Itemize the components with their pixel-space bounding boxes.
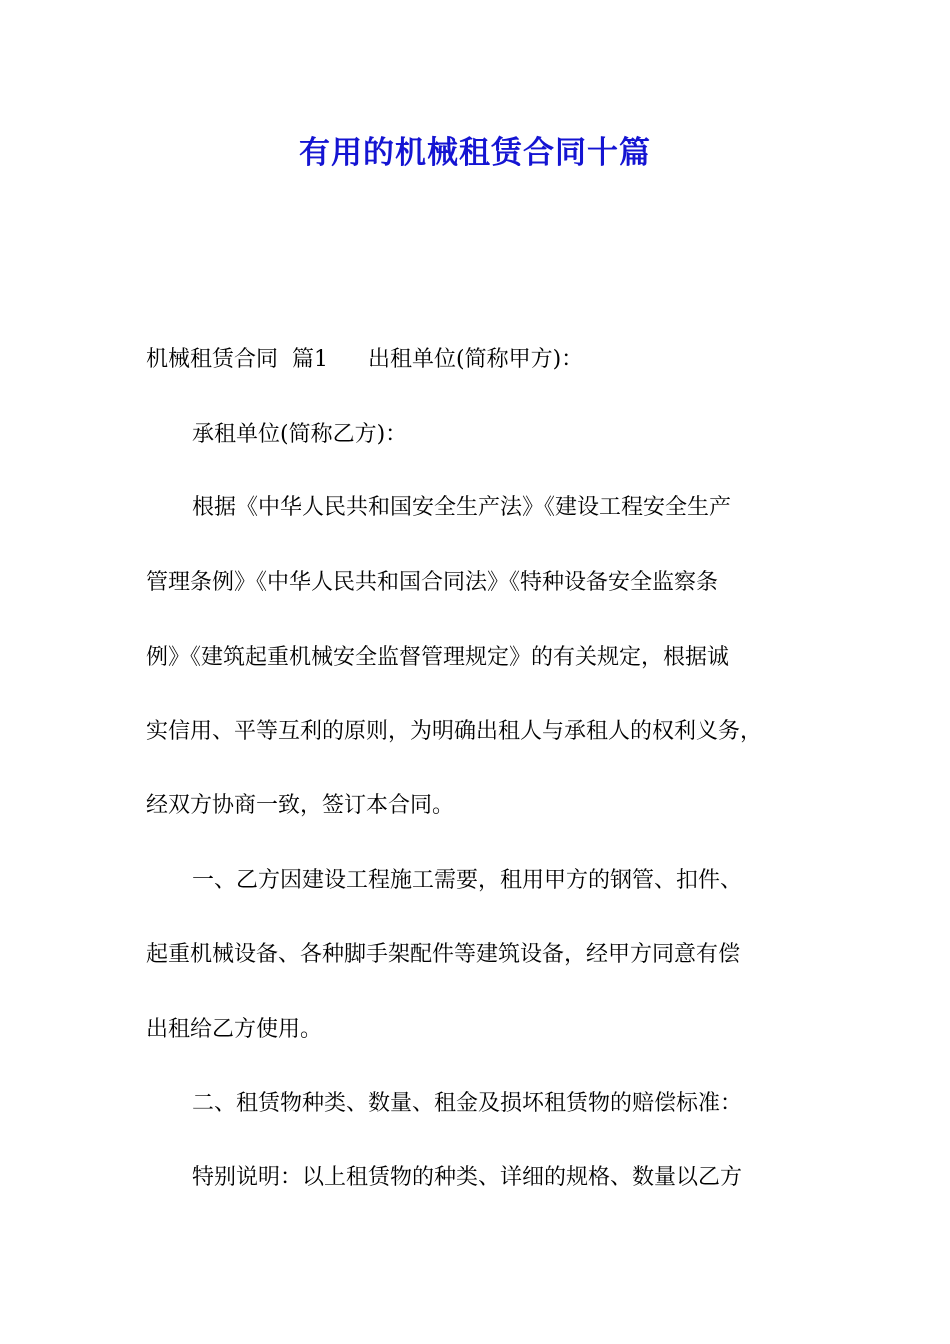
paragraph-3-line-2: 管理条例》《中华人民共和国合同法》《特种设备安全监察条	[146, 570, 719, 595]
paragraph-1	[146, 342, 836, 378]
paragraph-2: 承租单位(简称乙方)：	[192, 422, 408, 447]
paragraph-3-line-1: 根据《中华人民共和国安全生产法》《建设工程安全生产	[192, 495, 732, 520]
paragraph-4-line-1: 一、乙方因建设工程施工需要，租用甲方的钢管、扣件、	[192, 868, 743, 893]
paragraph-3-line-4: 实信用、平等互利的原则，为明确出租人与承租人的权利义务，	[146, 719, 763, 744]
paragraph-4-line-3: 出租给乙方使用。	[146, 1017, 323, 1042]
document-title: 有用的机械租赁合同十篇	[299, 135, 651, 171]
section-label: 机械租赁合同 篇1	[146, 347, 328, 372]
paragraph-3-line-5: 经双方协商一致，签订本合同。	[146, 793, 455, 818]
paragraph-4-line-2: 起重机械设备、各种脚手架配件等建筑设备，经甲方同意有偿	[146, 942, 741, 967]
paragraph-5: 二、租赁物种类、数量、租金及损坏租赁物的赔偿标准：	[192, 1091, 743, 1116]
paragraph-3-line-3: 例》《建筑起重机械安全监督管理规定》的有关规定，根据诚	[146, 645, 730, 670]
lessor-line: 出租单位(简称甲方)：	[367, 347, 584, 372]
paragraph-6: 特别说明：以上租赁物的种类、详细的规格、数量以乙方	[192, 1165, 743, 1190]
